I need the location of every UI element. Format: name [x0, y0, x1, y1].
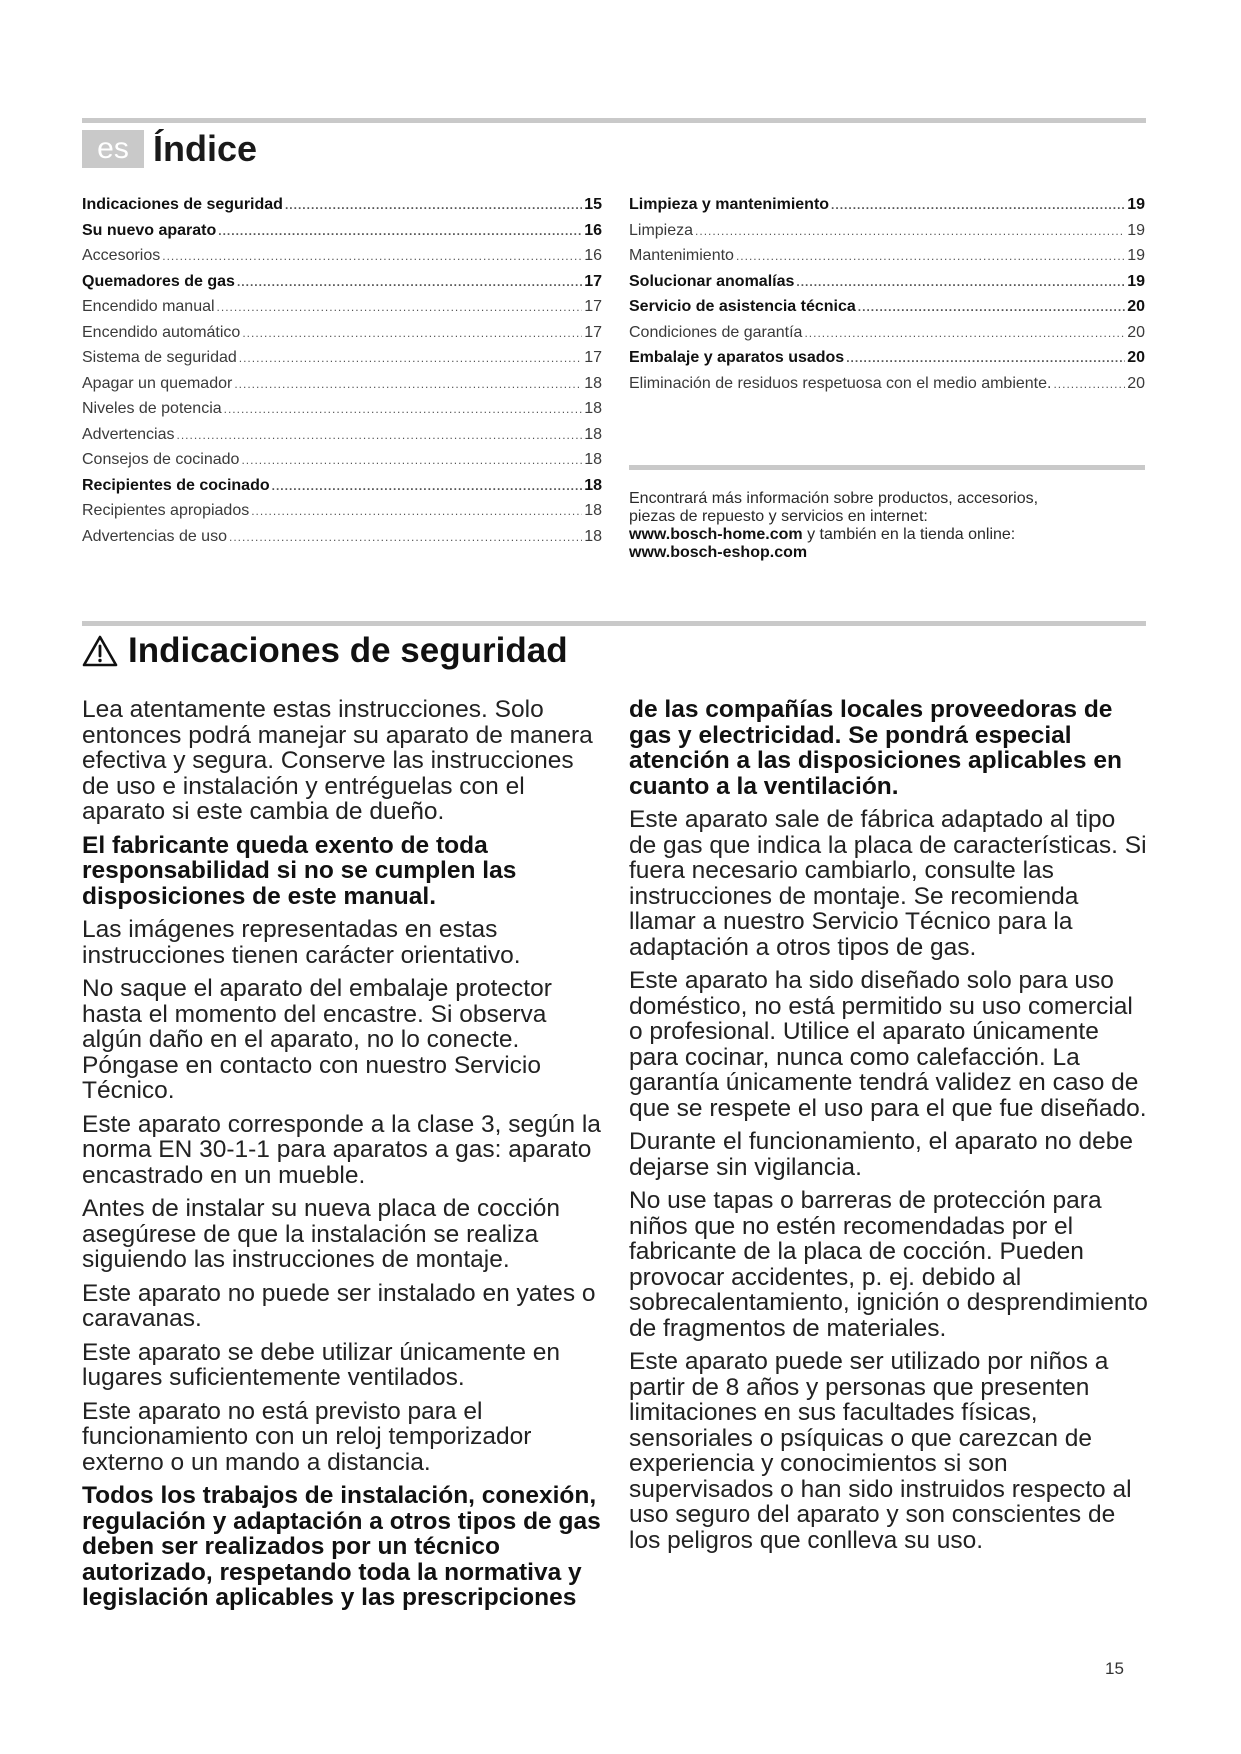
safety-heading: [82, 626, 568, 676]
language-badge: es: [82, 130, 144, 168]
safety-paragraph: Durante el funcionamiento, el aparato no debe dejarse sin vigilancia.: [629, 1128, 1133, 1181]
toc-entry[interactable]: [82, 477, 602, 503]
bosch-eshop-link[interactable]: www.bosch-eshop.com: [629, 544, 808, 561]
toc-entry[interactable]: [82, 324, 602, 350]
safety-paragraph: Antes de instalar su nueva placa de cocción asegúrese de que la instalación se realiza siguiendo las instrucciones de montaje.: [82, 1195, 561, 1273]
safety-paragraph: Lea atentamente estas instrucciones. Solo entonces podrá manejar su aparato de manera efectiva y segura. Conserve las instrucciones de uso e instalación y entréguelas con el aparato si este cambia de dueño.: [82, 696, 593, 825]
toc-entry-label: Eliminación de residuos respetuosa con el medio ambiente.: [629, 374, 1052, 392]
toc-entry-label: Condiciones de garantía: [629, 323, 803, 341]
toc-entry-page: 18: [584, 374, 602, 392]
safety-left-column: [82, 697, 602, 1619]
toc-entry-page: 16: [584, 247, 602, 264]
toc-leader-dots: [695, 224, 1125, 238]
toc-leader-dots: [804, 326, 1125, 340]
safety-paragraph: Este aparato ha sido diseñado solo para uso doméstico, no está permitido su uso comercial o profesional. Utilice el aparato únicamente para cocinar, nunca como calefacción. La garantía únicamente tendrá validez en caso de que se respete el uso para el que fue diseñado.: [629, 967, 1147, 1122]
toc-leader-dots: [217, 300, 583, 314]
toc-entry[interactable]: [82, 273, 602, 299]
toc-entry-label: Limpieza y mantenimiento: [629, 196, 830, 213]
toc-entry-page: 17: [584, 323, 602, 341]
toc-entry[interactable]: [82, 502, 602, 528]
safety-paragraph: Este aparato no puede ser instalado en yates o caravanas.: [82, 1279, 596, 1332]
toc-leader-dots: [272, 479, 583, 493]
top-divider: [82, 118, 1146, 123]
toc-left-column: [82, 196, 602, 553]
toc-entry-label: Niveles de potencia: [82, 400, 222, 417]
safety-paragraph: Este aparato puede ser utilizado por niños a partir de 8 años y personas que presenten limitaciones en sus facultades físicas, sensoriales o psíquicas o que carezcan de experiencia y conocimientos si son supervisados o han sido instruidos respecto al uso seguro del aparato y son conscientes de los peligros que conlleva su uso.: [629, 1348, 1132, 1554]
toc-entry-label: Advertencias: [82, 425, 175, 443]
toc-entry-page: 17: [584, 272, 602, 290]
toc-entry-page: 18: [584, 425, 602, 443]
toc-entry-label: Accesorios: [82, 247, 161, 264]
toc-entry[interactable]: [629, 247, 1145, 273]
info-mid-text: y también en la tienda online:: [802, 526, 1016, 543]
toc-leader-dots: [177, 428, 583, 442]
safety-paragraph: Este aparato se debe utilizar únicamente en lugares suficientemente ventilados.: [82, 1338, 561, 1391]
toc-entry-label: Apagar un quemador: [82, 374, 233, 392]
toc-leader-dots: [831, 198, 1125, 212]
page-number: 15: [1105, 1659, 1124, 1678]
toc-entry-label: Sistema de seguridad: [82, 349, 237, 366]
toc-entry-label: Quemadores de gas: [82, 272, 235, 290]
toc-entry-page: 18: [584, 400, 602, 417]
toc-entry[interactable]: [82, 451, 602, 477]
toc-entry[interactable]: [629, 375, 1145, 401]
toc-entry-page: 15: [584, 196, 602, 213]
toc-entry-page: 16: [584, 221, 602, 239]
toc-entry[interactable]: [629, 349, 1145, 375]
toc-entry[interactable]: [82, 298, 602, 324]
toc-entry-page: 19: [1127, 196, 1145, 213]
safety-paragraph: Este aparato corresponde a la clase 3, según la norma EN 30-1-1 para aparatos a gas: aparato encastrado en un mueble.: [82, 1110, 601, 1189]
toc-entry[interactable]: [82, 528, 602, 554]
toc-leader-dots: [858, 300, 1125, 314]
toc-entry-page: 19: [1127, 221, 1145, 239]
warning-triangle-icon: [82, 634, 118, 668]
toc-entry[interactable]: [82, 400, 602, 426]
toc-entry-page: 17: [584, 349, 602, 366]
toc-entry[interactable]: [629, 273, 1145, 299]
toc-entry[interactable]: [629, 298, 1145, 324]
toc-entry-label: Encendido automático: [82, 323, 241, 341]
toc-entry-label: Indicaciones de seguridad: [82, 196, 283, 213]
safety-paragraph: Este aparato no está previsto para el funcionamiento con un reloj temporizador externo o un mando a distancia.: [82, 1397, 532, 1476]
toc-leader-dots: [285, 198, 582, 212]
toc-entry-label: Servicio de asistencia técnica: [629, 298, 856, 315]
toc-entry-page: 19: [1127, 247, 1145, 264]
toc-entry-label: Recipientes de cocinado: [82, 476, 270, 494]
toc-entry-page: 20: [1127, 349, 1145, 366]
toc-leader-dots: [162, 249, 582, 263]
toc-leader-dots: [251, 504, 582, 518]
info-block: [629, 490, 1145, 562]
toc-entry-page: 18: [584, 451, 602, 468]
toc-entry-label: Encendido manual: [82, 298, 215, 315]
toc-entry-label: Recipientes apropiados: [82, 502, 250, 519]
safety-paragraph: Este aparato sale de fábrica adaptado al tipo de gas que indica la placa de características. Si fuera necesario cambiarlo, consulte las instrucciones de montaje. Se recomienda llamar a nuestro Servicio Técnico para la adaptación a otros tipos de gas.: [629, 806, 1147, 961]
info-line-3: [629, 526, 1145, 544]
safety-paragraph: Las imágenes representadas en estas instrucciones tienen carácter orientativo.: [82, 916, 521, 969]
info-line-1: Encontrará más información sobre productos, accesorios,: [629, 490, 1039, 507]
toc-entry[interactable]: [82, 196, 602, 222]
toc-entry-label: Su nuevo aparato: [82, 221, 217, 239]
toc-leader-dots: [241, 453, 582, 467]
toc-entry[interactable]: [82, 349, 602, 375]
toc-leader-dots: [242, 326, 582, 340]
toc-entry-page: 20: [1127, 374, 1145, 392]
safety-right-column: [629, 697, 1149, 1561]
toc-entry-label: Consejos de cocinado: [82, 451, 240, 468]
toc-leader-dots: [846, 351, 1125, 365]
toc-entry[interactable]: [629, 196, 1145, 222]
safety-title: Indicaciones de seguridad: [128, 631, 568, 670]
toc-leader-dots: [234, 377, 582, 391]
toc-entry-label: Solucionar anomalías: [629, 272, 795, 290]
toc-entry-label: Limpieza: [629, 221, 694, 239]
info-divider: [629, 465, 1145, 470]
toc-entry[interactable]: [82, 426, 602, 452]
toc-leader-dots: [1053, 377, 1125, 391]
toc-leader-dots: [239, 351, 582, 365]
toc-entry[interactable]: [629, 222, 1145, 248]
toc-entry-page: 18: [584, 527, 602, 545]
toc-entry[interactable]: [629, 324, 1145, 350]
toc-leader-dots: [229, 530, 582, 544]
safety-warning-paragraph: Todos los trabajos de instalación, conexión, regulación y adaptación a otros tipos de gas deben ser realizados por un técnico autorizado, respetando toda la normativa y legislación aplicables y las prescripciones: [82, 1482, 601, 1611]
toc-leader-dots: [796, 275, 1125, 289]
toc-entry[interactable]: [82, 247, 602, 273]
toc-entry-label: Mantenimiento: [629, 247, 734, 264]
toc-leader-dots: [224, 402, 583, 416]
toc-entry[interactable]: [82, 222, 602, 248]
bosch-home-link[interactable]: www.bosch-home.com: [629, 526, 803, 543]
toc-entry-label: Embalaje y aparatos usados: [629, 349, 845, 366]
toc-leader-dots: [237, 275, 582, 289]
info-line-2: piezas de repuesto y servicios en internet:: [629, 508, 928, 525]
index-title: Índice: [153, 128, 258, 169]
toc-entry-page: 18: [584, 476, 602, 494]
safety-warning-paragraph: El fabricante queda exento de toda responsabilidad si no se cumplen las disposiciones de este manual.: [82, 831, 517, 910]
toc-entry[interactable]: [82, 375, 602, 401]
safety-paragraph: No saque el aparato del embalaje protector hasta el momento del encastre. Si observa algún daño en el aparato, no lo conecte. Póngase en contacto con nuestro Servicio Técnico.: [82, 975, 552, 1104]
toc-leader-dots: [218, 224, 582, 238]
toc-right-column: [629, 196, 1145, 400]
toc-entry-label: Advertencias de uso: [82, 527, 227, 545]
safety-paragraph: No use tapas o barreras de protección para niños que no estén recomendadas por el fabricante de la placa de cocción. Pueden provocar accidentes, p. ej. debido al sobrecalentamiento, ignición o desprendimiento de fragmentos de materiales.: [629, 1187, 1148, 1342]
toc-entry-page: 19: [1127, 272, 1145, 290]
toc-entry-page: 17: [584, 298, 602, 315]
toc-entry-page: 18: [584, 502, 602, 519]
toc-leader-dots: [736, 249, 1125, 263]
toc-entry-page: 20: [1127, 298, 1145, 315]
safety-warning-paragraph: de las compañías locales proveedoras de gas y electricidad. Se pondrá especial atención a las disposiciones aplicables en cuanto a la ventilación.: [629, 696, 1122, 800]
toc-entry-page: 20: [1127, 323, 1145, 341]
